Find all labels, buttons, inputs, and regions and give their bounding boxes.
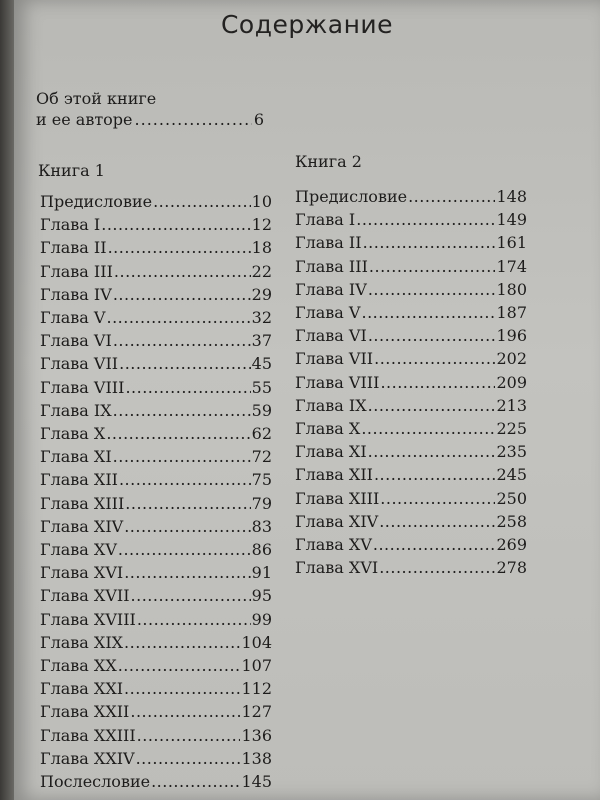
toc-entry	[295, 510, 527, 533]
toc-entry-page-number: 202	[496, 349, 527, 369]
toc-entry	[40, 608, 272, 631]
toc-entry-page-number: 22	[251, 261, 272, 281]
toc-entry	[40, 747, 272, 770]
toc-entry	[295, 185, 527, 208]
dot-leader	[113, 445, 251, 468]
toc-entry-page-number: 59	[251, 400, 272, 420]
toc-entry-label: Глава XII	[40, 470, 118, 490]
toc-entry	[295, 394, 527, 417]
toc-entry-page-number: 99	[251, 609, 272, 629]
dot-leader	[374, 463, 495, 486]
toc-entry-label: Глава XI	[40, 447, 112, 467]
toc-entry-page-number: 37	[251, 331, 272, 351]
toc-entry-label: Глава XXI	[40, 679, 124, 699]
dot-leader	[106, 306, 250, 329]
toc-entry-label: Глава VI	[40, 331, 112, 351]
toc-entry-page-number: 127	[241, 702, 272, 722]
book-page	[14, 0, 600, 800]
book-1-title: Книга 1	[38, 161, 105, 180]
toc-entry	[40, 700, 272, 723]
toc-entry	[40, 561, 272, 584]
about-label: и ее авторе	[36, 110, 133, 129]
toc-entry-page-number: 107	[241, 656, 272, 676]
toc-entry	[40, 654, 272, 677]
dot-leader	[380, 371, 495, 394]
toc-entry-label: Глава XIII	[40, 493, 125, 513]
toc-entry	[295, 255, 527, 278]
toc-entry-label: Предисловие	[40, 192, 153, 211]
toc-entry-label: Послесловие	[40, 772, 151, 792]
dot-leader	[151, 770, 240, 793]
dot-leader	[361, 301, 495, 324]
toc-entry-label: Глава XXIV	[40, 748, 135, 768]
toc-entry	[295, 440, 527, 463]
toc-entry-page-number: 86	[251, 540, 272, 560]
about-page-number: 6	[253, 110, 264, 129]
dot-leader	[113, 329, 251, 352]
toc-entry	[295, 371, 527, 394]
toc-entry	[40, 422, 272, 445]
page-title: Содержание	[220, 10, 394, 39]
dot-leader	[374, 347, 495, 370]
dot-leader	[369, 255, 496, 278]
dot-leader	[153, 190, 251, 213]
toc-entry-page-number: 180	[496, 279, 527, 299]
toc-entry	[40, 236, 272, 259]
toc-entry-label: Глава I	[40, 215, 101, 235]
toc-entry-label: Глава IX	[40, 400, 112, 420]
toc-entry-page-number: 104	[241, 632, 272, 652]
dot-leader	[106, 422, 250, 445]
toc-entry	[40, 515, 272, 538]
dot-leader	[373, 533, 496, 556]
toc-entry-label: Глава V	[40, 308, 106, 328]
toc-entry-label: Глава IV	[295, 279, 367, 299]
toc-entry-label: Глава XVI	[40, 563, 124, 583]
toc-entry-label: Глава XIV	[40, 516, 124, 536]
dot-leader	[101, 213, 250, 236]
toc-entry-page-number: 213	[496, 395, 527, 415]
toc-entry-label: Глава XV	[295, 535, 372, 555]
dot-leader	[380, 487, 495, 510]
toc-entry	[40, 584, 272, 607]
toc-entry	[40, 329, 272, 352]
toc-entry-page-number: 29	[251, 284, 272, 304]
book-1-toc	[40, 190, 272, 793]
toc-entry	[40, 631, 272, 654]
toc-entry	[40, 283, 272, 306]
toc-entry-label: Глава XIII	[295, 488, 380, 508]
toc-entry-page-number: 75	[251, 470, 272, 490]
toc-entry-page-number: 245	[496, 465, 527, 485]
toc-entry-page-number: 174	[496, 256, 527, 276]
toc-entry-label: Глава VIII	[40, 377, 125, 397]
toc-entry-page-number: 18	[251, 238, 272, 258]
toc-entry	[295, 533, 527, 556]
about-line-1: Об этой книге	[36, 89, 157, 108]
toc-entry	[40, 352, 272, 375]
about-entry	[36, 88, 264, 130]
dot-leader	[135, 109, 252, 130]
dot-leader	[137, 724, 241, 747]
toc-entry	[40, 538, 272, 561]
toc-entry-page-number: 12	[251, 215, 272, 235]
dot-leader	[118, 538, 251, 561]
toc-entry-page-number: 62	[251, 424, 272, 444]
dot-leader	[114, 260, 251, 283]
dot-leader	[113, 283, 251, 306]
toc-entry-label: Глава XVII	[40, 586, 130, 606]
toc-entry	[295, 347, 527, 370]
toc-entry-page-number: 83	[251, 516, 272, 536]
facing-page-edge	[0, 0, 14, 800]
dot-leader	[125, 376, 250, 399]
dot-leader	[124, 631, 240, 654]
toc-entry-label: Глава V	[295, 303, 361, 323]
toc-entry-page-number: 209	[496, 372, 527, 392]
toc-entry-page-number: 45	[251, 354, 272, 374]
dot-leader	[118, 654, 241, 677]
dot-leader	[137, 608, 251, 631]
dot-leader	[368, 440, 496, 463]
toc-entry-page-number: 225	[496, 419, 527, 439]
dot-leader	[368, 394, 496, 417]
toc-entry-label: Глава II	[295, 233, 362, 253]
dot-leader	[108, 236, 251, 259]
toc-entry-label: Глава III	[40, 261, 113, 281]
toc-entry-page-number: 32	[251, 308, 272, 328]
toc-entry	[295, 324, 527, 347]
dot-leader	[119, 352, 251, 375]
toc-entry-label: Глава X	[40, 424, 106, 444]
toc-entry-label: Глава XXIII	[40, 725, 136, 745]
dot-leader	[368, 278, 496, 301]
toc-entry-label: Глава IV	[40, 284, 112, 304]
toc-entry-label: Глава XIV	[295, 511, 379, 531]
toc-entry-page-number: 250	[496, 488, 527, 508]
toc-entry-label: Глава XI	[295, 442, 367, 462]
toc-entry-page-number: 72	[251, 447, 272, 467]
toc-entry-label: Глава VII	[40, 354, 119, 374]
toc-entry-page-number: 149	[496, 210, 527, 230]
toc-entry	[40, 213, 272, 236]
toc-entry	[40, 724, 272, 747]
toc-entry-page-number: 55	[251, 377, 272, 397]
dot-leader	[368, 324, 496, 347]
toc-entry	[40, 190, 272, 213]
toc-entry-page-number: 187	[496, 303, 527, 323]
dot-leader	[379, 510, 495, 533]
toc-entry-label: Глава III	[295, 256, 368, 276]
toc-entry-label: Глава XVI	[295, 558, 379, 578]
toc-entry-page-number: 148	[496, 187, 527, 206]
book-2-toc	[295, 185, 527, 579]
dot-leader	[361, 417, 495, 440]
toc-entry-page-number: 79	[251, 493, 272, 513]
toc-entry-page-number: 258	[496, 511, 527, 531]
toc-entry-label: Глава X	[295, 419, 361, 439]
dot-leader	[356, 208, 495, 231]
toc-entry-label: Глава IX	[295, 395, 367, 415]
toc-entry-page-number: 138	[241, 748, 272, 768]
toc-entry	[40, 445, 272, 468]
toc-entry-page-number: 196	[496, 326, 527, 346]
dot-leader	[379, 556, 495, 579]
toc-entry-page-number: 10	[251, 192, 272, 211]
toc-entry	[40, 770, 272, 793]
toc-entry	[295, 208, 527, 231]
toc-entry	[295, 417, 527, 440]
toc-entry-label: Глава II	[40, 238, 107, 258]
dot-leader	[113, 399, 251, 422]
toc-entry-page-number: 278	[496, 558, 527, 578]
toc-entry-label: Глава XXII	[40, 702, 130, 722]
toc-entry-page-number: 145	[241, 772, 272, 792]
dot-leader	[131, 584, 251, 607]
toc-entry-label: Глава VII	[295, 349, 374, 369]
dot-leader	[136, 747, 241, 770]
dot-leader	[124, 677, 240, 700]
dot-leader	[124, 561, 250, 584]
dot-leader	[130, 700, 240, 723]
toc-entry-label: Глава XX	[40, 656, 117, 676]
toc-entry-page-number: 136	[241, 725, 272, 745]
dot-leader	[119, 468, 251, 491]
toc-entry	[40, 399, 272, 422]
toc-entry	[40, 376, 272, 399]
dot-leader	[124, 515, 250, 538]
dot-leader	[363, 231, 496, 254]
toc-entry	[40, 468, 272, 491]
toc-entry-label: Глава I	[295, 210, 356, 230]
toc-entry-page-number: 91	[251, 563, 272, 583]
toc-entry-label: Глава XV	[40, 540, 117, 560]
dot-leader	[125, 492, 250, 515]
toc-entry-page-number: 269	[496, 535, 527, 555]
about-line-2	[36, 109, 264, 130]
toc-entry-label: Глава XIX	[40, 632, 124, 652]
dot-leader	[408, 185, 495, 208]
toc-entry	[295, 278, 527, 301]
toc-entry	[295, 231, 527, 254]
toc-entry-page-number: 161	[496, 233, 527, 253]
toc-entry	[40, 677, 272, 700]
toc-entry	[295, 301, 527, 324]
toc-entry	[295, 487, 527, 510]
toc-entry-label: Глава VI	[295, 326, 367, 346]
toc-entry	[40, 492, 272, 515]
toc-entry-page-number: 235	[496, 442, 527, 462]
toc-entry-label: Предисловие	[295, 187, 408, 206]
toc-entry-page-number: 95	[251, 586, 272, 606]
toc-entry	[295, 556, 527, 579]
toc-entry	[295, 463, 527, 486]
toc-entry	[40, 260, 272, 283]
book-2-title: Книга 2	[295, 152, 362, 171]
toc-entry-label: Глава XVIII	[40, 609, 136, 629]
toc-entry-label: Глава VIII	[295, 372, 380, 392]
toc-entry-label: Глава XII	[295, 465, 373, 485]
toc-entry	[40, 306, 272, 329]
toc-entry-page-number: 112	[241, 679, 272, 699]
